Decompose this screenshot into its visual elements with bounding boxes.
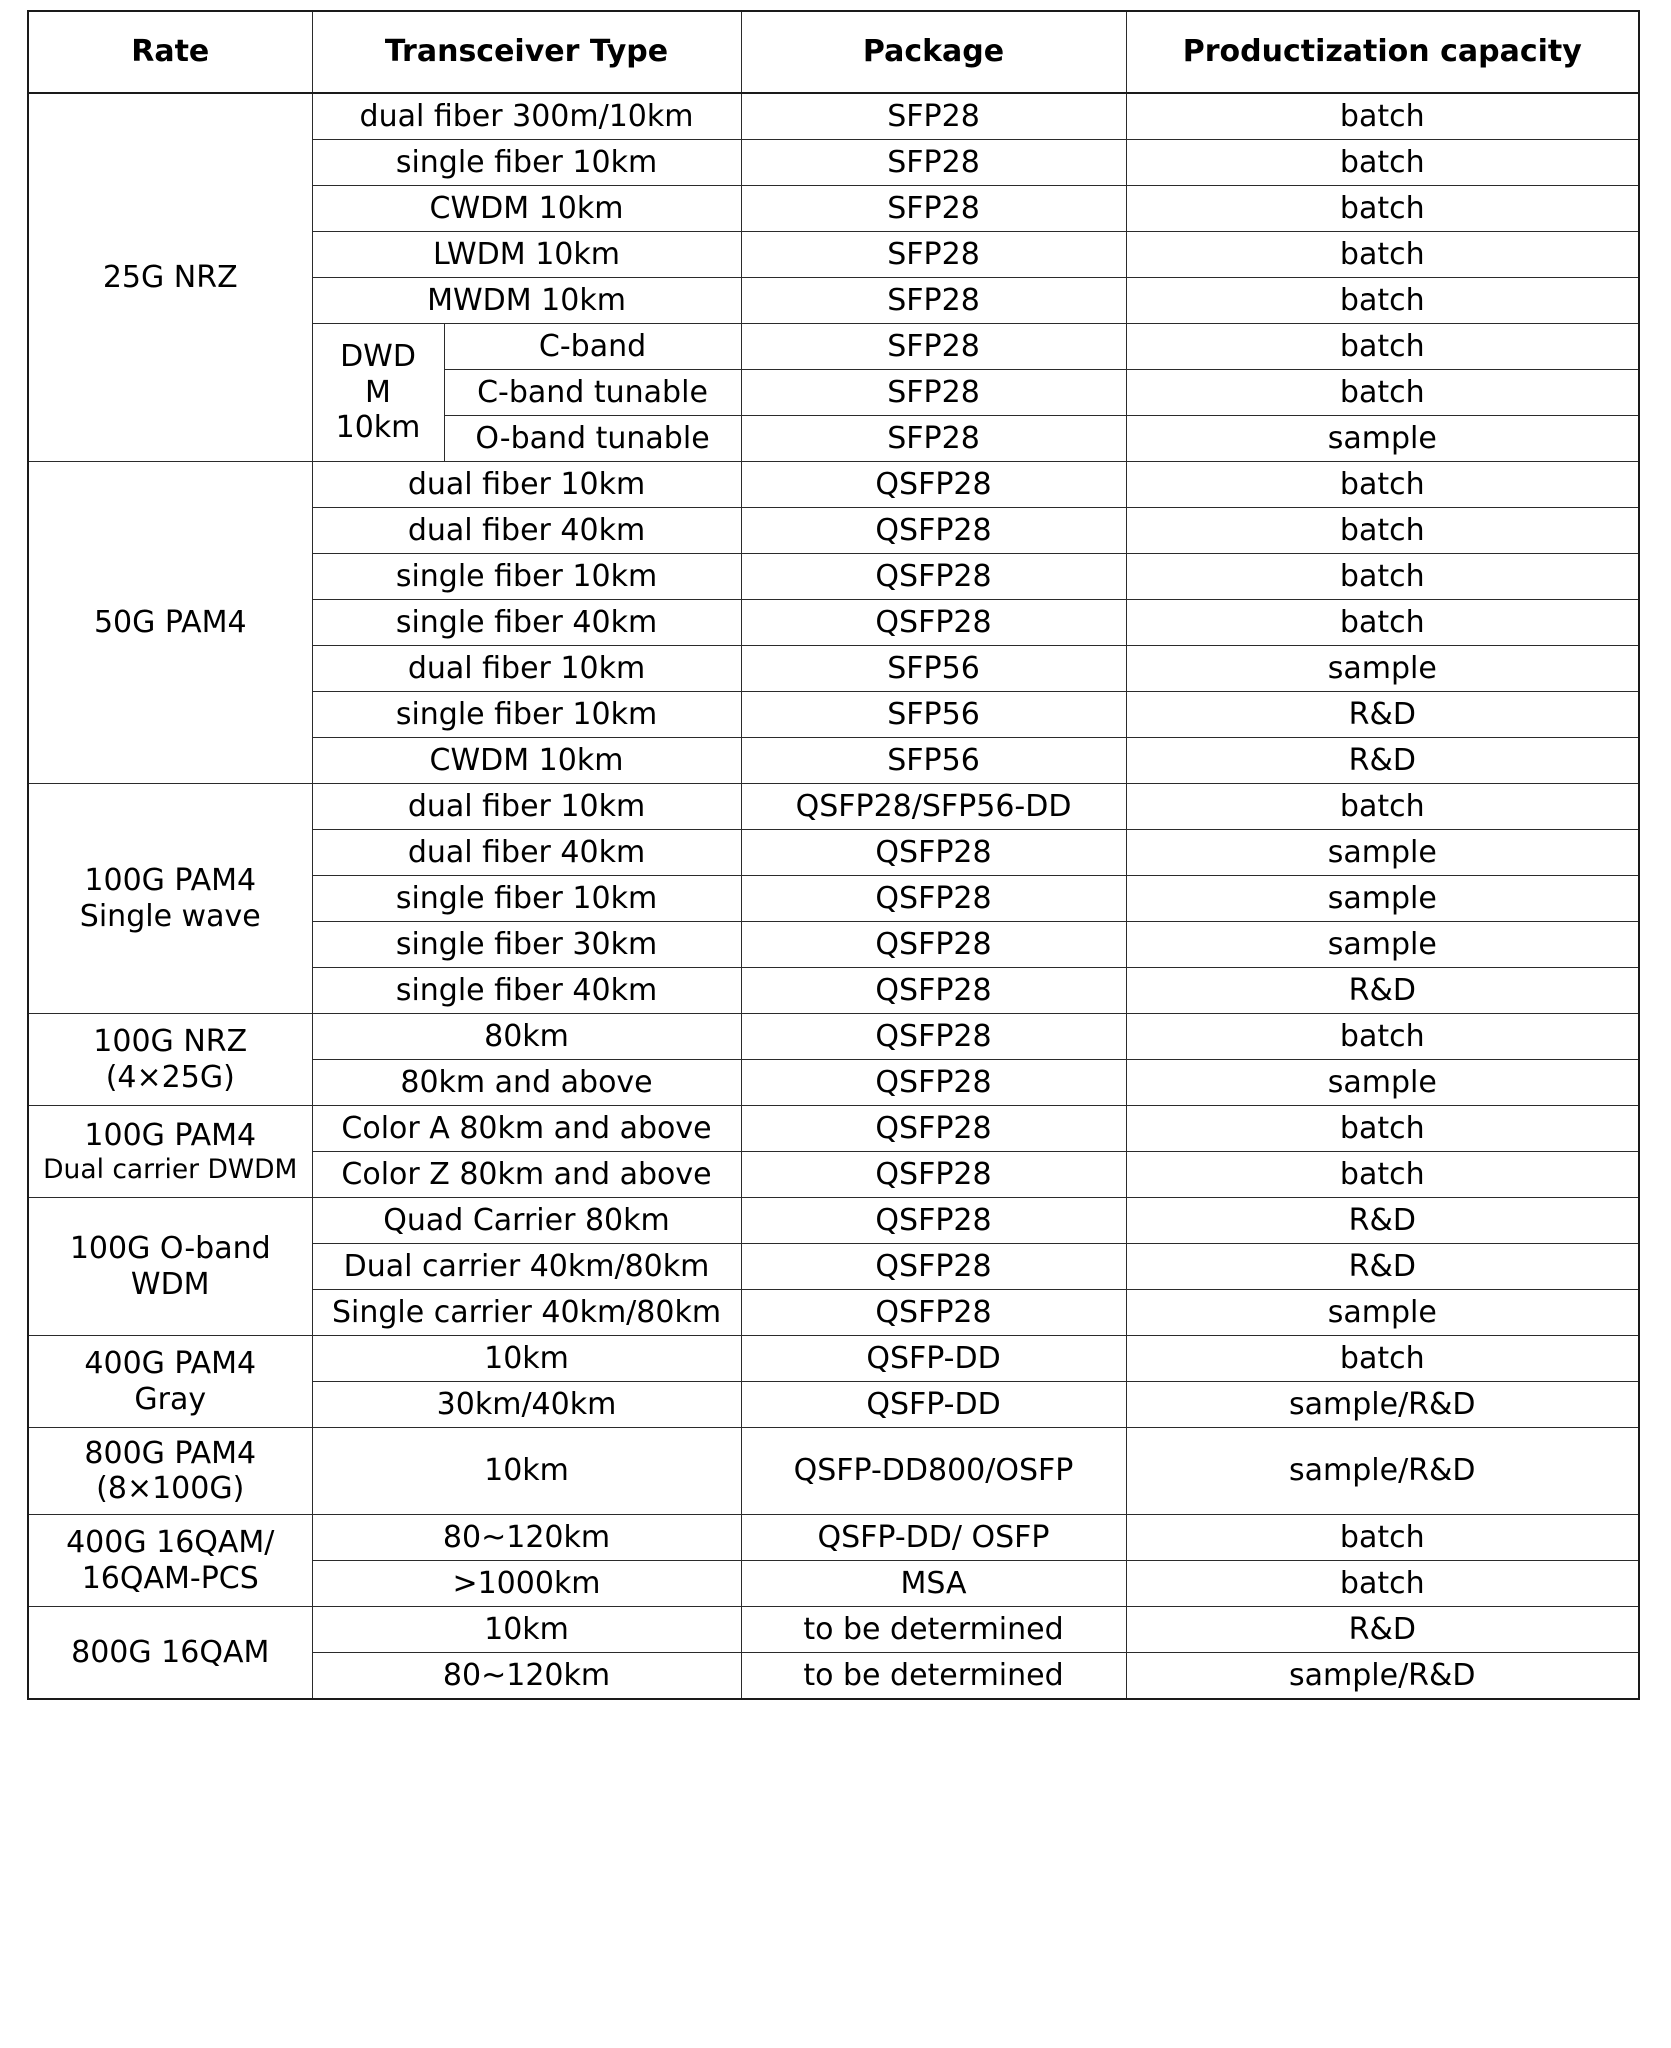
- rate-label: [28, 93, 312, 462]
- productization-capacity: sample: [1126, 922, 1639, 968]
- transceiver-type: >1000km: [312, 1561, 741, 1607]
- spec-table-container: [27, 10, 1638, 1700]
- table-body: [28, 93, 1639, 1699]
- rate-label-line1: 100G O-band: [69, 1231, 271, 1267]
- productization-capacity: sample: [1126, 1290, 1639, 1336]
- transceiver-type: Dual carrier 40km/80km: [312, 1244, 741, 1290]
- package: QSFP28: [741, 1290, 1126, 1336]
- rate-label: [28, 1607, 312, 1700]
- package: QSFP-DD: [741, 1382, 1126, 1428]
- productization-capacity: batch: [1126, 232, 1639, 278]
- package: SFP28: [741, 278, 1126, 324]
- rate-label-line1: 100G NRZ: [93, 1024, 248, 1060]
- rate-label-line2: Gray: [134, 1381, 207, 1417]
- package: MSA: [741, 1561, 1126, 1607]
- package: QSFP28: [741, 1152, 1126, 1198]
- rate-label-line2: (4×25G): [105, 1059, 235, 1095]
- table-row: [28, 1106, 1639, 1152]
- transceiver-type: dual fiber 40km: [312, 830, 741, 876]
- table-row: [28, 1607, 1639, 1653]
- productization-capacity: sample: [1126, 876, 1639, 922]
- productization-capacity: batch: [1126, 140, 1639, 186]
- rate-label-line1: 25G NRZ: [102, 259, 238, 295]
- rate-label-line2: WDM: [130, 1266, 210, 1302]
- transceiver-type: single fiber 10km: [312, 692, 741, 738]
- transceiver-subgroup-label-line1: DWD: [340, 339, 416, 375]
- table-row: [28, 1336, 1639, 1382]
- transceiver-type: dual fiber 10km: [312, 462, 741, 508]
- rate-label-line2: Single wave: [79, 898, 261, 934]
- package: to be determined: [741, 1607, 1126, 1653]
- package: QSFP28: [741, 968, 1126, 1014]
- transceiver-type: single fiber 10km: [312, 876, 741, 922]
- rate-label: [28, 1515, 312, 1607]
- transceiver-type: 80km: [312, 1014, 741, 1060]
- productization-capacity: batch: [1126, 93, 1639, 140]
- column-header-transceiver-type: Transceiver Type: [312, 11, 741, 93]
- column-header-productization-capacity: Productization capacity: [1126, 11, 1639, 93]
- transceiver-subgroup-label-line2: M: [365, 374, 391, 410]
- rate-label-line2: Dual carrier DWDM: [43, 1153, 298, 1185]
- column-header-rate: Rate: [28, 11, 312, 93]
- package: QSFP28/SFP56-DD: [741, 784, 1126, 830]
- table-header-row: [28, 11, 1639, 93]
- transceiver-subgroup-label: [312, 324, 444, 462]
- transceiver-type: single fiber 40km: [312, 600, 741, 646]
- productization-capacity: batch: [1126, 370, 1639, 416]
- transceiver-type: single fiber 10km: [312, 140, 741, 186]
- package: QSFP-DD800/OSFP: [741, 1428, 1126, 1515]
- transceiver-type: CWDM 10km: [312, 738, 741, 784]
- rate-label: [28, 1106, 312, 1198]
- package: QSFP-DD/ OSFP: [741, 1515, 1126, 1561]
- package: QSFP28: [741, 600, 1126, 646]
- transceiver-type: 10km: [312, 1607, 741, 1653]
- productization-capacity: sample: [1126, 416, 1639, 462]
- package: QSFP28: [741, 1106, 1126, 1152]
- transceiver-type: C-band tunable: [444, 370, 741, 416]
- transceiver-type: Color A 80km and above: [312, 1106, 741, 1152]
- table-row: [28, 93, 1639, 140]
- package: QSFP28: [741, 876, 1126, 922]
- productization-capacity: batch: [1126, 324, 1639, 370]
- transceiver-type: 10km: [312, 1428, 741, 1515]
- productization-capacity: batch: [1126, 600, 1639, 646]
- table-row: [28, 784, 1639, 830]
- rate-label: [28, 784, 312, 1014]
- package: SFP28: [741, 140, 1126, 186]
- productization-capacity: batch: [1126, 1152, 1639, 1198]
- package: SFP56: [741, 646, 1126, 692]
- productization-capacity: sample: [1126, 830, 1639, 876]
- transceiver-type: CWDM 10km: [312, 186, 741, 232]
- package: SFP28: [741, 186, 1126, 232]
- productization-capacity: R&D: [1126, 968, 1639, 1014]
- package: SFP28: [741, 93, 1126, 140]
- transceiver-type: Quad Carrier 80km: [312, 1198, 741, 1244]
- rate-label: [28, 1014, 312, 1106]
- productization-capacity: batch: [1126, 462, 1639, 508]
- productization-capacity: batch: [1126, 1336, 1639, 1382]
- transceiver-type: Color Z 80km and above: [312, 1152, 741, 1198]
- transceiver-type: single fiber 40km: [312, 968, 741, 1014]
- productization-capacity: sample: [1126, 646, 1639, 692]
- package: SFP28: [741, 324, 1126, 370]
- package: QSFP28: [741, 1060, 1126, 1106]
- rate-label: [28, 462, 312, 784]
- productization-capacity: R&D: [1126, 1198, 1639, 1244]
- table-row: [28, 462, 1639, 508]
- transceiver-type: C-band: [444, 324, 741, 370]
- transceiver-type: Single carrier 40km/80km: [312, 1290, 741, 1336]
- transceiver-type: LWDM 10km: [312, 232, 741, 278]
- productization-capacity: batch: [1126, 1561, 1639, 1607]
- transceiver-type: dual fiber 40km: [312, 508, 741, 554]
- productization-capacity: batch: [1126, 508, 1639, 554]
- package: QSFP28: [741, 554, 1126, 600]
- table-row: [28, 1428, 1639, 1515]
- package: SFP56: [741, 738, 1126, 784]
- rate-label: [28, 1428, 312, 1515]
- productization-capacity: R&D: [1126, 1244, 1639, 1290]
- transceiver-type: 30km/40km: [312, 1382, 741, 1428]
- productization-capacity: sample/R&D: [1126, 1382, 1639, 1428]
- rate-label-line2: 16QAM-PCS: [81, 1560, 259, 1596]
- transceiver-type: single fiber 30km: [312, 922, 741, 968]
- transceiver-type: 80km and above: [312, 1060, 741, 1106]
- productization-capacity: batch: [1126, 1106, 1639, 1152]
- column-header-package: Package: [741, 11, 1126, 93]
- package: to be determined: [741, 1653, 1126, 1700]
- rate-label: [28, 1336, 312, 1428]
- productization-capacity: R&D: [1126, 692, 1639, 738]
- package: QSFP28: [741, 1244, 1126, 1290]
- productization-capacity: batch: [1126, 1014, 1639, 1060]
- productization-capacity: batch: [1126, 1515, 1639, 1561]
- rate-label-line1: 400G PAM4: [84, 1346, 257, 1382]
- table-row: [28, 1515, 1639, 1561]
- rate-label-line1: 50G PAM4: [93, 604, 247, 640]
- package: QSFP28: [741, 1014, 1126, 1060]
- table-row: [28, 1014, 1639, 1060]
- productization-capacity: R&D: [1126, 738, 1639, 784]
- rate-label-line1: 400G 16QAM/: [66, 1525, 275, 1561]
- rate-label-line1: 100G PAM4: [84, 863, 257, 899]
- transceiver-type: dual fiber 10km: [312, 784, 741, 830]
- productization-capacity: batch: [1126, 554, 1639, 600]
- productization-capacity: sample/R&D: [1126, 1653, 1639, 1700]
- productization-capacity: batch: [1126, 278, 1639, 324]
- productization-capacity: batch: [1126, 186, 1639, 232]
- transceiver-type: 10km: [312, 1336, 741, 1382]
- rate-label-line2: (8×100G): [96, 1471, 245, 1506]
- package: QSFP28: [741, 462, 1126, 508]
- package: QSFP-DD: [741, 1336, 1126, 1382]
- package: SFP56: [741, 692, 1126, 738]
- rate-label-line1: 800G PAM4: [84, 1435, 257, 1471]
- rate-label: [28, 1198, 312, 1336]
- productization-capacity: R&D: [1126, 1607, 1639, 1653]
- rate-label-line1: 100G PAM4: [84, 1118, 257, 1154]
- transceiver-type: O-band tunable: [444, 416, 741, 462]
- transceiver-type: 80~120km: [312, 1515, 741, 1561]
- package: SFP28: [741, 232, 1126, 278]
- package: QSFP28: [741, 1198, 1126, 1244]
- rate-label-line1: 800G 16QAM: [71, 1634, 270, 1670]
- productization-capacity: sample: [1126, 1060, 1639, 1106]
- package: QSFP28: [741, 508, 1126, 554]
- transceiver-type: 80~120km: [312, 1653, 741, 1700]
- package: SFP28: [741, 416, 1126, 462]
- package: SFP28: [741, 370, 1126, 416]
- productization-capacity: batch: [1126, 784, 1639, 830]
- package: QSFP28: [741, 830, 1126, 876]
- transceiver-type: dual fiber 10km: [312, 646, 741, 692]
- transceiver-subgroup-label-line3: 10km: [335, 410, 421, 446]
- transceiver-type: dual fiber 300m/10km: [312, 93, 741, 140]
- productization-capacity: sample/R&D: [1126, 1428, 1639, 1515]
- transceiver-type: single fiber 10km: [312, 554, 741, 600]
- table-row: [28, 1198, 1639, 1244]
- package: QSFP28: [741, 922, 1126, 968]
- transceiver-spec-table: [27, 10, 1640, 1700]
- transceiver-type: MWDM 10km: [312, 278, 741, 324]
